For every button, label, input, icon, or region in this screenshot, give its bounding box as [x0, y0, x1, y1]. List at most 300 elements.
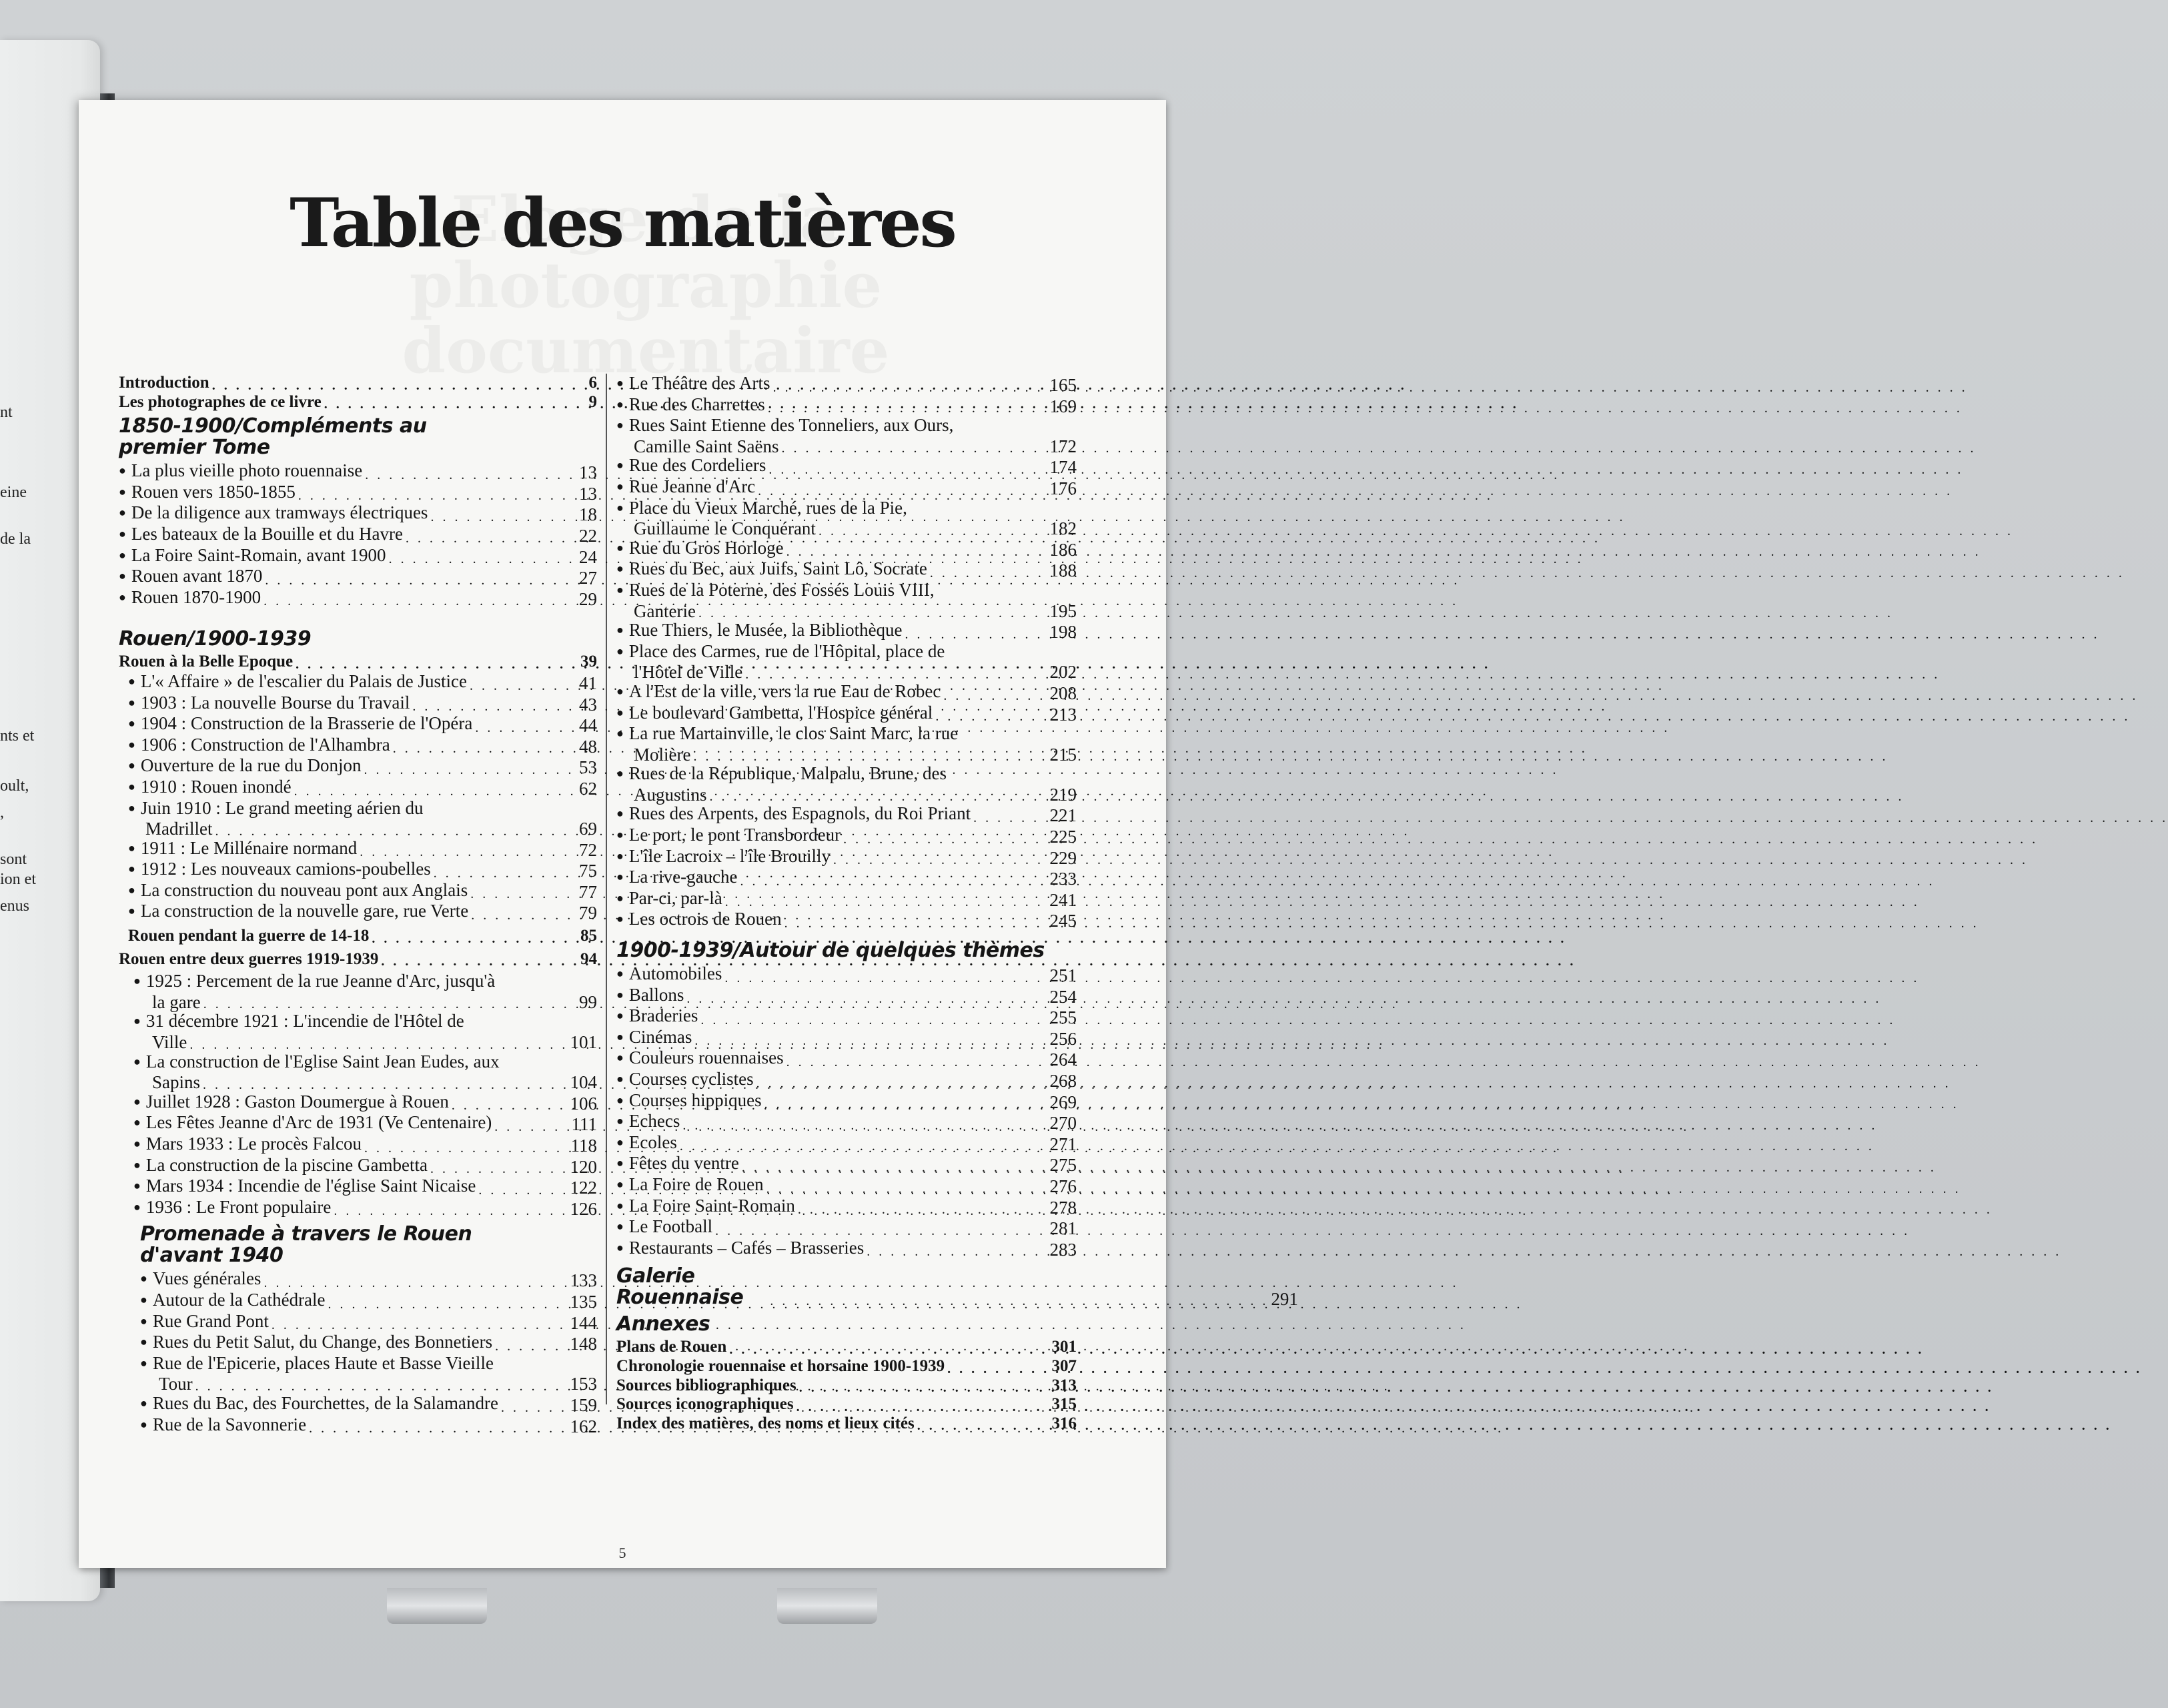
leader-dots — [680, 1143, 1042, 1150]
toc-entry — [616, 825, 1077, 847]
entry-page: 245 — [1049, 911, 1077, 931]
entry-page: 208 — [1049, 683, 1077, 703]
toc-entry — [616, 1048, 1077, 1070]
entry-label: ● Cinémas — [616, 1027, 692, 1049]
entry-page: 269 — [1049, 1092, 1077, 1112]
toc-entry — [119, 1332, 597, 1354]
entry-page: 122 — [570, 1178, 597, 1198]
entry-page: 291 — [1271, 1288, 1298, 1309]
leader-dots — [272, 1322, 562, 1328]
leader-dots — [212, 382, 562, 389]
entry-page: 22 — [579, 525, 597, 546]
facing-page-fragment: nt — [0, 404, 13, 421]
leader-dots — [364, 767, 562, 773]
entry-page: 62 — [579, 778, 597, 799]
entry-page: 221 — [1049, 805, 1077, 826]
entry-page: 283 — [1049, 1239, 1077, 1260]
entry-label: ● Automobiles — [616, 964, 722, 985]
toc-entry — [616, 1376, 1077, 1396]
leader-dots — [189, 1041, 562, 1048]
toc-entry — [119, 927, 597, 946]
leader-dots — [768, 405, 1042, 412]
toc-entry-continuation — [119, 1374, 597, 1394]
leader-dots — [796, 1404, 1042, 1410]
leader-dots — [935, 713, 1042, 720]
facing-page-fragment: ion et — [0, 871, 36, 888]
entry-label: Guillaume le Conquérant — [634, 518, 816, 539]
toc-entry-continuation — [119, 1073, 597, 1092]
leader-dots — [360, 849, 562, 855]
entry-label: Madrillet — [145, 819, 213, 839]
entry-page: 169 — [1049, 396, 1077, 416]
toc-entry — [616, 867, 1077, 889]
entry-page: 225 — [1049, 827, 1077, 847]
toc-entry — [616, 1154, 1077, 1175]
leader-dots — [700, 1017, 1042, 1023]
leader-dots — [724, 975, 1042, 981]
toc-entry — [616, 1091, 1077, 1112]
book-page — [79, 100, 1298, 1568]
toc-entry — [119, 588, 597, 609]
entry-label: ● Courses hippiques — [616, 1091, 762, 1112]
entry-label: Sources iconographiques — [616, 1395, 794, 1414]
toc-entry — [119, 1176, 597, 1198]
entry-label: ● Rue Thiers, le Musée, la Bibliothèque — [616, 620, 903, 642]
entry-label: ● 1910 : Rouen inondé — [128, 777, 292, 799]
entry-label: ● Rue Jeanne d'Arc — [616, 477, 755, 498]
toc-entry — [119, 777, 597, 799]
entry-label: Ville — [152, 1032, 187, 1053]
toc-entry — [616, 620, 1077, 642]
toc-right-column — [616, 373, 1298, 1433]
entry-label: Sources bibliographiques — [616, 1376, 796, 1394]
toc-entry — [119, 1113, 597, 1134]
entry-page: 172 — [1049, 436, 1077, 456]
leader-dots — [781, 445, 1042, 452]
entry-page: 27 — [579, 568, 597, 588]
toc-entry — [119, 1092, 597, 1114]
entry-label: ● 1906 : Construction de l'Alhambra — [128, 735, 390, 757]
entry-page: 198 — [1049, 622, 1077, 643]
toc-entry — [119, 482, 597, 504]
toc-entry-continuation — [119, 993, 597, 1012]
leader-dots — [372, 935, 562, 942]
entry-page: 144 — [570, 1312, 597, 1333]
leader-dots — [766, 1186, 1042, 1192]
facing-page-fragment: nts et — [0, 727, 35, 745]
toc-entry — [119, 839, 597, 860]
leader-dots — [389, 556, 562, 562]
leader-dots — [471, 912, 562, 919]
entry-label: Rues de la République, Malpalu, Brune, des — [628, 763, 947, 784]
entry-label: Rouen à la Belle Epoque — [119, 653, 294, 671]
entry-page: 241 — [1049, 889, 1077, 910]
page-title: Table des matières — [290, 183, 955, 262]
leader-dots — [768, 466, 1042, 473]
entry-label: ● La construction de la nouvelle gare, rue Verte — [128, 901, 468, 923]
toc-entry — [119, 503, 597, 524]
leader-dots — [682, 1122, 1042, 1129]
section-heading: 1850-1900/Compléments au premier Tome — [119, 414, 427, 460]
toc-entry — [119, 693, 597, 715]
toc-entry — [616, 538, 1077, 560]
entry-label: ● Rue des Cordeliers — [616, 456, 766, 477]
entry-page: 43 — [579, 694, 597, 715]
entry-page: 275 — [1049, 1155, 1077, 1176]
toc-entry — [616, 1357, 1077, 1376]
leader-dots — [412, 703, 562, 710]
entry-label: ● Le Football — [616, 1217, 712, 1238]
toc-entry — [616, 985, 1077, 1007]
entry-label: ● 1903 : La nouvelle Bourse du Travail — [128, 693, 410, 715]
entry-label: 31 décembre 1921 : L'incendie de l'Hôtel de — [145, 1011, 464, 1031]
leader-dots — [973, 815, 1042, 821]
entry-label: Molière — [634, 744, 691, 765]
page-number: 5 — [618, 1545, 626, 1561]
entry-page: 13 — [579, 462, 597, 483]
entry-label: ● Rue du Gros Horloge — [616, 538, 784, 560]
entry-page: 104 — [570, 1072, 597, 1093]
entry-page: 229 — [1049, 847, 1077, 868]
entry-page: 215 — [1049, 744, 1077, 765]
entry-page: 24 — [579, 546, 597, 567]
entry-page: 270 — [1049, 1113, 1077, 1134]
entry-label: Camille Saint Saëns — [634, 436, 779, 456]
entry-page: 94 — [580, 949, 597, 968]
entry-page: 315 — [1051, 1395, 1077, 1414]
toc-entry — [616, 703, 1077, 725]
toc-entry — [616, 456, 1077, 477]
leader-dots — [203, 1001, 562, 1007]
leader-dots — [263, 598, 562, 604]
entry-label: La rue Martainville, le clos Saint Marc, la rue — [628, 723, 959, 744]
entry-label: ● L'« Affaire » de l'escalier du Palais de Justice — [128, 672, 467, 693]
section-heading: Galerie Rouennaise — [616, 1264, 744, 1310]
leader-dots — [430, 1166, 562, 1172]
entry-label: ● Rue Grand Pont — [140, 1312, 269, 1333]
entry-page: 53 — [579, 757, 597, 778]
entry-page: 75 — [579, 861, 597, 881]
entry-label: Ganterie — [634, 600, 696, 621]
entry-page: 174 — [1049, 457, 1077, 478]
toc-entry — [616, 1006, 1077, 1027]
leader-dots — [798, 1206, 1042, 1213]
toc-entry — [616, 1338, 1077, 1357]
entry-label: ● Rues du Bec, aux Juifs, Saint Lô, Socrate — [616, 559, 927, 580]
leader-dots — [381, 958, 562, 965]
toc-entry-continuation — [119, 1033, 597, 1052]
leader-dots — [905, 631, 1042, 638]
toc-entry — [119, 901, 597, 923]
entry-label: Place du Vieux Marché, rues de la Pie, — [628, 497, 907, 518]
leader-dots — [742, 1164, 1042, 1171]
toc-entry-multiline — [616, 416, 1077, 437]
entry-page: 79 — [579, 903, 597, 923]
entry-page: 153 — [570, 1374, 597, 1394]
entry-label: ● 1936 : Le Front populaire — [133, 1198, 331, 1219]
toc-entry-continuation — [616, 519, 1077, 538]
toc-entry — [119, 1134, 597, 1156]
entry-page: 278 — [1049, 1197, 1077, 1218]
entry-page: 148 — [570, 1334, 597, 1354]
facing-page-fragment: eine — [0, 484, 27, 501]
entry-label: Plans de Rouen — [616, 1338, 727, 1356]
entry-page: 101 — [570, 1032, 597, 1053]
entry-page: 182 — [1049, 518, 1077, 539]
entry-page: 72 — [579, 839, 597, 860]
leader-dots — [756, 1080, 1042, 1087]
entry-page: 77 — [579, 881, 597, 902]
leader-dots — [470, 683, 562, 689]
facing-page-fragment: , — [0, 804, 4, 821]
toc-entry — [119, 546, 597, 567]
entry-label: ● La rive-gauche — [616, 867, 738, 889]
entry-label: ● 1904 : Construction de la Brasserie de l'Opéra — [128, 714, 472, 735]
entry-label: ● La construction de la piscine Gambetta — [133, 1156, 428, 1177]
leader-dots — [725, 899, 1042, 905]
leader-dots — [917, 1422, 1042, 1429]
entry-page: 106 — [570, 1093, 597, 1114]
entry-page: 188 — [1049, 560, 1077, 581]
entry-label: 1925 : Percement de la rue Jeanne d'Arc, jusqu'à — [145, 971, 496, 991]
leader-dots — [430, 514, 562, 520]
toc-entry — [616, 804, 1077, 825]
entry-label: Tour — [159, 1374, 193, 1394]
leader-dots — [195, 1383, 562, 1390]
entry-page: 276 — [1049, 1176, 1077, 1196]
toc-entry-multiline — [616, 764, 1077, 785]
toc-entry — [119, 1156, 597, 1177]
toc-entry — [119, 672, 597, 693]
toc-entry-continuation — [616, 602, 1077, 621]
leader-dots — [786, 1059, 1042, 1065]
entry-page: 29 — [579, 588, 597, 609]
leader-dots — [265, 577, 562, 584]
entry-label: ● Le port, le pont Transbordeur — [616, 825, 841, 847]
entry-label: ● La Foire Saint-Romain, avant 1900 — [119, 546, 386, 567]
leader-dots — [819, 528, 1042, 534]
entry-label: ● Le Théâtre des Arts — [616, 374, 770, 395]
leader-dots — [715, 1228, 1042, 1234]
entry-label: l'Hôtel de Ville — [634, 662, 743, 683]
toc-entry — [616, 374, 1077, 395]
entry-label: ● 1912 : Les nouveaux camions-poubelles — [128, 859, 431, 881]
entry-page: 268 — [1049, 1071, 1077, 1091]
page-clip — [387, 1588, 487, 1624]
entry-label: ● Le boulevard Gambetta, l'Hospice général — [616, 703, 933, 725]
entry-page: 271 — [1049, 1134, 1077, 1154]
toc-entry — [119, 1415, 597, 1436]
toc-entry-continuation — [616, 785, 1077, 805]
toc-entry-continuation — [616, 745, 1077, 765]
entry-label: Place des Carmes, rue de l'Hôpital, place de — [628, 640, 945, 661]
entry-page: 126 — [570, 1198, 597, 1219]
entry-label: ● Les Fêtes Jeanne d'Arc de 1931 (Ve Centenaire) — [133, 1113, 492, 1134]
entry-label: Index des matières, des noms et lieux cités — [616, 1414, 915, 1432]
entry-label: ● Autour de la Cathédrale — [140, 1290, 326, 1312]
entry-label: ● La plus vieille photo rouennaise — [119, 461, 362, 482]
toc-entry — [616, 964, 1077, 985]
entry-page: 233 — [1049, 869, 1077, 889]
toc-entry — [616, 1070, 1077, 1091]
leader-dots — [930, 570, 1042, 576]
toc-entry — [616, 1395, 1077, 1414]
toc-entry-multiline — [119, 1011, 597, 1033]
entry-label: Rue de l'Epicerie, places Haute et Basse Vieille — [152, 1352, 494, 1373]
toc-entry — [119, 461, 597, 482]
entry-page: 159 — [570, 1394, 597, 1415]
toc-entry — [616, 847, 1077, 868]
toc-entry — [119, 653, 597, 672]
toc-entry-multiline — [119, 1052, 597, 1074]
entry-label: ● Rues du Petit Salut, du Change, des Bonnetiers — [140, 1332, 492, 1354]
toc-entry — [119, 756, 597, 777]
entry-label: ● Par-ci, par-là — [616, 889, 722, 910]
toc-entry — [616, 559, 1077, 580]
toc-entry — [119, 1198, 597, 1219]
leader-dots — [495, 1343, 562, 1350]
toc-entry-multiline — [119, 971, 597, 993]
toc-entry-multiline — [616, 580, 1077, 602]
entry-label: Sapins — [152, 1072, 201, 1093]
leader-dots — [364, 1145, 562, 1152]
entry-page: 18 — [579, 504, 597, 525]
toc-entry-multiline — [616, 642, 1077, 663]
leader-dots — [494, 1124, 562, 1130]
toc-entry — [119, 1312, 597, 1333]
leader-dots — [263, 1280, 562, 1286]
toc-entry — [616, 477, 1077, 498]
leader-dots — [686, 995, 1042, 1002]
entry-label: ● Courses cyclistes — [616, 1070, 754, 1091]
toc-entry-multiline — [616, 724, 1077, 745]
toc-entry — [616, 395, 1077, 416]
entry-page: 316 — [1051, 1414, 1077, 1432]
toc-entry — [119, 859, 597, 881]
toc-entry — [119, 950, 597, 969]
entry-label: Juin 1910 : Le grand meeting aérien du — [140, 797, 424, 818]
entry-page: 48 — [579, 736, 597, 757]
toc-entry — [616, 1196, 1077, 1218]
section-heading: Annexes — [616, 1312, 710, 1336]
entry-label: ● 1911 : Le Millénaire normand — [128, 839, 357, 860]
toc-entry — [616, 909, 1077, 931]
entry-label: ● Mars 1933 : Le procès Falcou — [133, 1134, 362, 1156]
leader-dots — [294, 788, 562, 795]
entry-page: 133 — [570, 1270, 597, 1291]
toc-entry — [119, 714, 597, 735]
entry-label: ● Les bateaux de la Bouille et du Havre — [119, 524, 403, 546]
toc-entry-multiline — [616, 498, 1077, 520]
toc-entry — [119, 393, 597, 412]
toc-entry — [119, 881, 597, 902]
toc-entry-multiline — [119, 799, 597, 820]
leader-dots — [943, 693, 1042, 699]
entry-label: ● Rouen avant 1870 — [119, 566, 262, 588]
toc-entry — [119, 1269, 597, 1290]
leader-dots — [947, 1366, 1042, 1372]
toc-entry — [616, 889, 1077, 910]
facing-page-fragment: enus — [0, 897, 29, 915]
entry-label: ● Echecs — [616, 1112, 680, 1133]
leader-dots — [833, 857, 1042, 863]
leader-dots — [729, 1346, 1042, 1353]
section-heading: 1900-1939/Autour de quelques thèmes — [616, 939, 1045, 963]
entry-page: 307 — [1051, 1356, 1077, 1375]
entry-page: 254 — [1049, 986, 1077, 1007]
entry-page: 85 — [580, 927, 597, 945]
entry-label: ● Rues du Bac, des Fourchettes, de la Salamandre — [140, 1394, 498, 1415]
entry-page: 13 — [579, 483, 597, 504]
leader-dots — [393, 745, 562, 752]
entry-label: ● La Foire de Rouen — [616, 1175, 764, 1196]
entry-page: 281 — [1049, 1218, 1077, 1239]
leader-dots — [698, 610, 1042, 616]
leader-dots — [773, 384, 1042, 391]
entry-page: 255 — [1049, 1007, 1077, 1028]
entry-label: la gare — [152, 991, 201, 1012]
toc-entry — [119, 524, 597, 546]
entry-page: 219 — [1049, 784, 1077, 805]
toc-entry — [616, 1112, 1077, 1133]
toc-entry — [119, 566, 597, 588]
leader-dots — [740, 878, 1042, 885]
leader-dots — [215, 828, 562, 835]
entry-label: ● Braderies — [616, 1006, 698, 1027]
entry-page: 9 — [588, 392, 597, 411]
leader-dots — [296, 661, 562, 668]
toc-entry — [616, 1238, 1077, 1260]
entry-label: ● Ouverture de la rue du Donjon — [128, 756, 362, 777]
leader-dots — [470, 891, 562, 897]
entry-label: ● Les octrois de Rouen — [616, 909, 782, 931]
facing-page-fragment: sont — [0, 851, 27, 868]
entry-page: 195 — [1049, 600, 1077, 621]
leader-dots — [309, 1425, 562, 1432]
toc-entry-continuation — [119, 819, 597, 839]
toc-entry-multiline — [119, 1354, 597, 1375]
leader-dots — [328, 1301, 562, 1308]
entry-label: ● Ecoles — [616, 1133, 677, 1154]
entry-page: 301 — [1051, 1338, 1077, 1356]
leader-dots — [475, 725, 562, 731]
entry-label: ● Rue de la Savonnerie — [140, 1415, 306, 1436]
leader-dots — [501, 1404, 562, 1411]
entry-page: 120 — [570, 1156, 597, 1177]
leader-dots — [478, 1187, 562, 1194]
section-heading: Rouen/1900-1939 — [119, 627, 312, 651]
entry-label: ● Ballons — [616, 985, 684, 1007]
leader-dots — [694, 1037, 1042, 1044]
entry-page: 99 — [579, 991, 597, 1012]
entry-page: 264 — [1049, 1049, 1077, 1070]
toc-entry — [119, 735, 597, 757]
entry-page: 256 — [1049, 1028, 1077, 1049]
entry-label: ● Juillet 1928 : Gaston Doumergue à Rouen — [133, 1092, 449, 1114]
entry-label: ● La construction du nouveau pont aux Anglais — [128, 881, 468, 902]
entry-page: 41 — [579, 673, 597, 693]
entry-page: 213 — [1049, 704, 1077, 725]
entry-label: ● De la diligence aux tramways électriques — [119, 503, 428, 524]
toc-entry — [119, 1394, 597, 1415]
toc-entry — [119, 374, 597, 393]
entry-page: 118 — [570, 1136, 597, 1156]
entry-label: ● A l'Est de la ville, vers la rue Eau de Robec — [616, 682, 941, 703]
leader-dots — [452, 1102, 562, 1109]
entry-page: 165 — [1049, 375, 1077, 395]
entry-label: Rouen pendant la guerre de 14-18 — [128, 927, 370, 945]
leader-dots: . . . . . . . . . . . . . . . . . . . . . . . . . . . . . . . . . . . . . . . . . . — [770, 1294, 1269, 1309]
